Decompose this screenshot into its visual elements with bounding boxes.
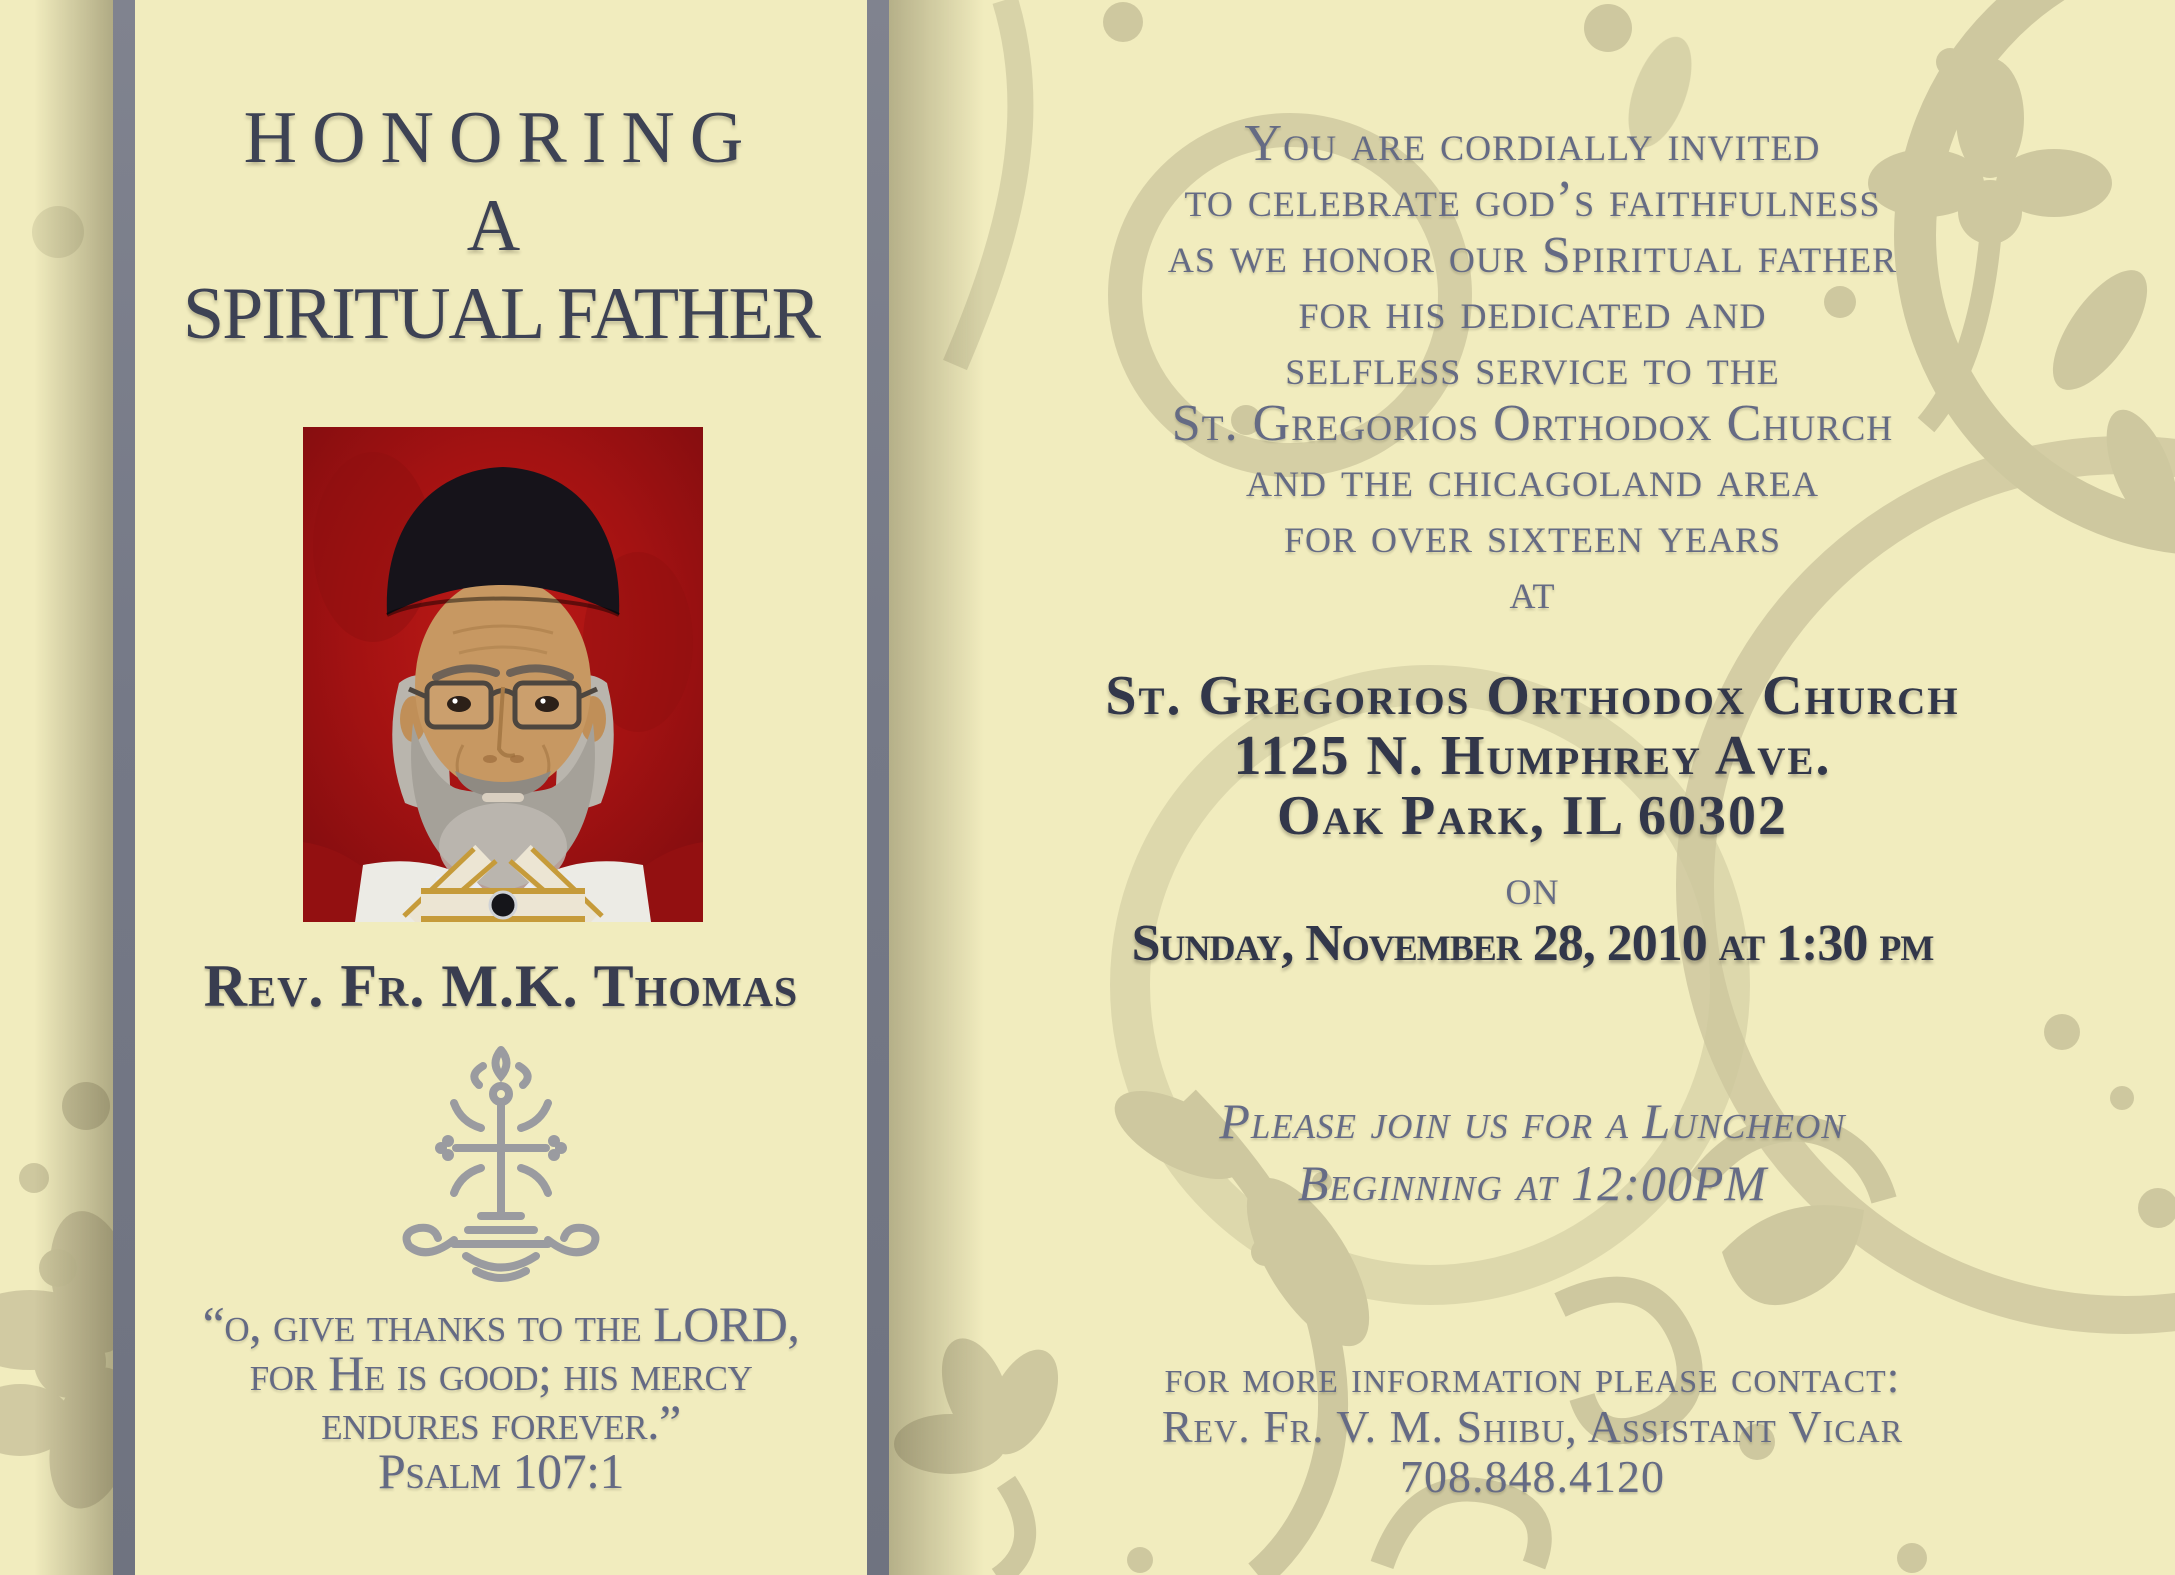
intro-line: to celebrate god’s faithfulness xyxy=(1184,171,1881,228)
contact-person: Rev. Fr. V. M. Shibu, Assistant Vicar xyxy=(1161,1401,1904,1452)
on-label: on xyxy=(1505,859,1560,916)
venue-street: 1125 N. Humphrey Ave. xyxy=(1233,725,1832,787)
intro-line: as we honor our Spiritual father xyxy=(1167,227,1898,284)
luncheon-line: Beginning at 12:00PM xyxy=(1297,1155,1768,1211)
left-panel xyxy=(135,0,867,1575)
venue-name: St. Gregorios Orthodox Church xyxy=(1105,665,1960,727)
invitation-intro xyxy=(890,116,2175,620)
luncheon-line: Please join us for a Luncheon xyxy=(1219,1093,1846,1149)
heading-line: SPIRITUAL FATHER xyxy=(182,273,820,355)
psalm-quote xyxy=(135,1296,867,1499)
quote-line: endures forever.” xyxy=(321,1394,681,1450)
contact-phone: 708.848.4120 xyxy=(1400,1451,1665,1502)
orthodox-cross-ornament-icon xyxy=(386,1044,616,1290)
intro-line: St. Gregorios Orthodox Church xyxy=(1171,395,1894,452)
venue-city: Oak Park, IL 60302 xyxy=(1277,785,1788,847)
priest-photo xyxy=(303,427,703,922)
panel-heading xyxy=(135,94,867,358)
event-datetime: Sunday, November 28, 2010 at 1:30 pm xyxy=(1131,915,1934,972)
quote-citation: Psalm 107:1 xyxy=(378,1443,624,1499)
heading-line: HONORING xyxy=(243,97,759,179)
venue-block xyxy=(890,666,2175,846)
panel-frame-bar-right xyxy=(867,0,889,1575)
quote-line: “o, give thanks to the LORD, xyxy=(202,1296,800,1352)
intro-line: selfless service to the xyxy=(1285,339,1780,396)
left-edge-shadow xyxy=(0,0,114,1575)
intro-line: You are cordially invited xyxy=(1244,115,1821,172)
invitation-text-column xyxy=(890,0,2175,1575)
panel-frame-bar-left xyxy=(113,0,135,1575)
priest-name: Rev. Fr. M.K. Thomas xyxy=(203,953,799,1019)
luncheon-note xyxy=(890,1090,2175,1214)
quote-line: for He is good; his mercy xyxy=(249,1345,753,1401)
heading-line: A xyxy=(466,185,536,267)
intro-line: for his dedicated and xyxy=(1298,283,1767,340)
intro-line: at xyxy=(1509,563,1556,620)
contact-block xyxy=(890,1352,2175,1502)
intro-line: for over sixteen years xyxy=(1283,507,1782,564)
contact-intro: for more information please contact: xyxy=(1164,1351,1901,1402)
intro-line: and the chicagoland area xyxy=(1246,451,1819,508)
